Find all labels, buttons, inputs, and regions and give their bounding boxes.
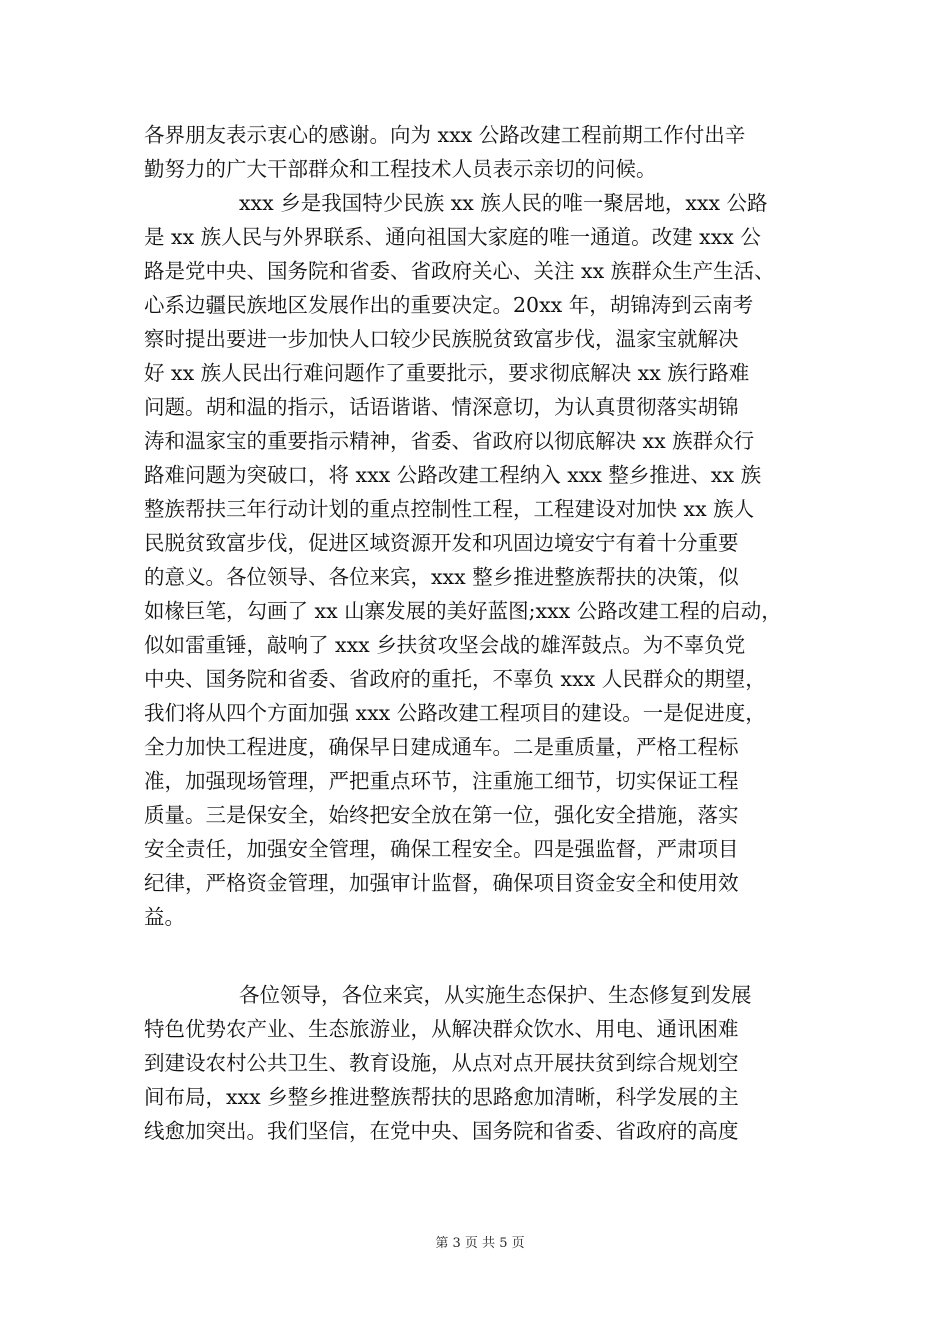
text-line: 益。 [144, 905, 185, 929]
text-line: 民脱贫致富步伐，促进区域资源开发和巩固边境安宁有着十分重要 [144, 531, 739, 555]
text-line: 察时提出要进一步加快人口较少民族脱贫致富步伐，温家宝就解决 [144, 327, 739, 351]
text-line: 整族帮扶三年行动计划的重点控制性工程，工程建设对加快 xx 族人 [144, 497, 755, 521]
text-line: 全力加快工程进度，确保早日建成通车。二是重质量，严格工程标 [144, 735, 739, 759]
text-line: 好 xx 族人民出行难问题作了重要批示，要求彻底解决 xx 族行路难 [144, 361, 750, 385]
text-line: 的意义。各位领导、各位来宾，xxx 整乡推进整族帮扶的决策，似 [144, 565, 739, 589]
text-line: 纪律，严格资金管理，加强审计监督，确保项目资金安全和使用效 [144, 871, 739, 895]
text-line: 间布局，xxx 乡整乡推进整族帮扶的思路愈加清晰，科学发展的主 [144, 1085, 739, 1109]
text-line: 是 xx 族人民与外界联系、通向祖国大家庭的唯一通道。改建 xxx 公 [144, 225, 761, 249]
text-line: 如椽巨笔，勾画了 xx 山寨发展的美好蓝图;xxx 公路改建工程的启动， [144, 599, 782, 623]
text-line: 安全责任，加强安全管理，确保工程安全。四是强监督，严肃项目 [144, 837, 739, 861]
text-line: 准，加强现场管理，严把重点环节，注重施工细节，切实保证工程 [144, 769, 739, 793]
text-line: 路是党中央、国务院和省委、省政府关心、关注 xx 族群众生产生活、 [144, 259, 775, 283]
text-line: 特色优势农产业、生态旅游业，从解决群众饮水、用电、通讯困难 [144, 1017, 739, 1041]
text-line [144, 934, 824, 968]
text-line: 勤努力的广大干部群众和工程技术人员表示亲切的问候。 [144, 157, 657, 181]
text-line: 问题。胡和温的指示，话语谐谐、情深意切，为认真贯彻落实胡锦 [144, 395, 739, 419]
text-line: 到建设农村公共卫生、教育设施，从点对点开展扶贫到综合规划空 [144, 1051, 739, 1075]
text-line: 中央、国务院和省委、省政府的重托，不辜负 xxx 人民群众的期望， [144, 667, 766, 691]
text-line: 线愈加突出。我们坚信，在党中央、国务院和省委、省政府的高度 [144, 1119, 739, 1143]
text-line: xxx 乡是我国特少民族 xx 族人民的唯一聚居地，xxx 公路 [239, 191, 768, 215]
paragraph-gap [144, 968, 824, 978]
text-line: 我们将从四个方面加强 xxx 公路改建工程项目的建设。一是促进度， [144, 701, 766, 725]
text-line: 各位领导，各位来宾，从实施生态保护、生态修复到发展 [239, 983, 752, 1007]
page-number: 第 3 页 共 5 页 [435, 1236, 525, 1251]
text-line: 似如雷重锤，敲响了 xxx 乡扶贫攻坚会战的雄浑鼓点。为不辜负党 [144, 633, 746, 657]
text-line: 质量。三是保安全，始终把安全放在第一位，强化安全措施，落实 [144, 803, 739, 827]
text-line: 各界朋友表示衷心的感谢。向为 xxx 公路改建工程前期工作付出辛 [144, 123, 746, 147]
body-text [144, 118, 824, 1148]
text-line: 路难问题为突破口，将 xxx 公路改建工程纳入 xxx 整乡推进、xx 族 [144, 463, 762, 487]
text-line: 涛和温家宝的重要指示精神，省委、省政府以彻底解决 xx 族群众行 [144, 429, 755, 453]
text-line: 心系边疆民族地区发展作出的重要决定。20xx 年，胡锦涛到云南考 [144, 293, 754, 317]
